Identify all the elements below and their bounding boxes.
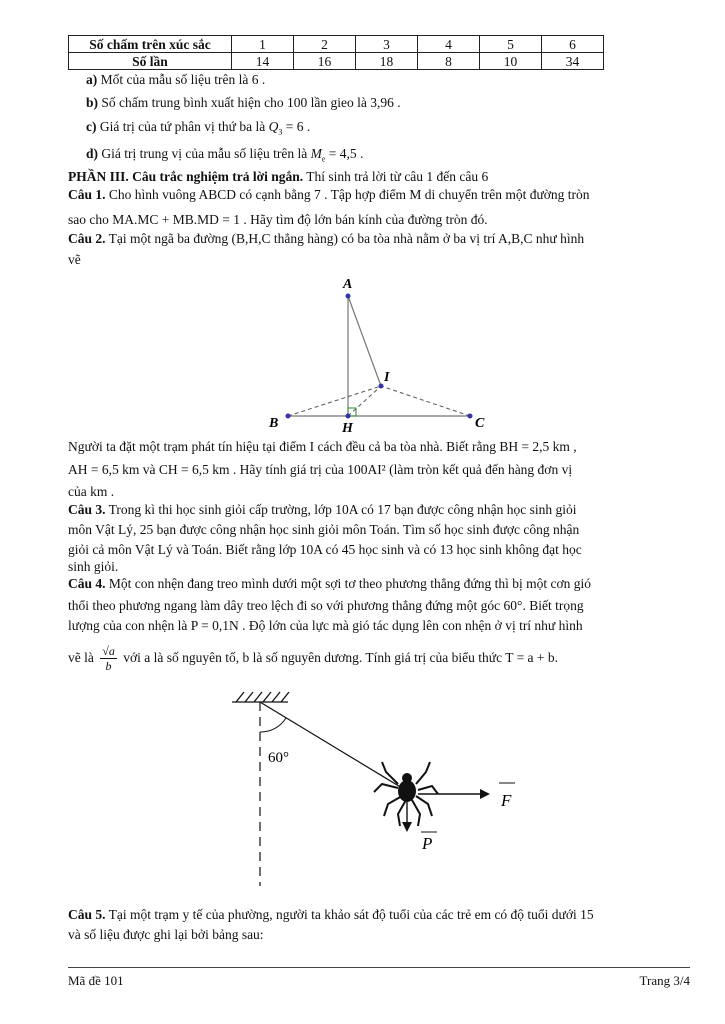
- table-cell: 4: [418, 36, 480, 53]
- table-cell: 18: [356, 53, 418, 70]
- label-i: I: [384, 370, 390, 385]
- question-4-line1: Câu 4. Một con nhện đang treo mình dưới một sợi tơ theo phương thẳng đứng thì bị một cơn gió: [68, 576, 591, 591]
- question-2-line4: AH = 6,5 km và CH = 6,5 km . Hãy tính giá trị của 100AI² (làm tròn kết quả đến hàng đơn vị: [68, 462, 573, 477]
- table-header-count: Số lần: [69, 53, 232, 70]
- question-5-line2: và số liệu được ghi lại bởi bảng sau:: [68, 927, 264, 942]
- item-d: d) Giá trị trung vị của mẫu số liệu trên là $M_e = 4,5$ .: [86, 146, 364, 164]
- part3-heading: PHẦN III. Câu trắc nghiệm trả lời ngắn. Thí sinh trả lời từ câu 1 đến câu 6: [68, 169, 489, 184]
- footer-divider: [68, 967, 690, 968]
- triangle-figure: [255, 272, 505, 437]
- question-4-line2: thổi theo phương ngang làm dây treo lệch đi so với phương thẳng đứng một góc 60°. Biết trọng: [68, 598, 584, 613]
- label-h: H: [342, 421, 353, 436]
- force-f-label: F: [501, 791, 512, 810]
- table-cell: 8: [418, 53, 480, 70]
- item-b: b) Số chấm trung bình xuất hiện cho 100 lần gieo là 3,96 .: [86, 95, 401, 110]
- question-2-line1: Câu 2. Tại một ngã ba đường (B,H,C thẳng hàng) có ba tòa nhà nằm ở ba vị trí A,B,C như hình: [68, 231, 585, 246]
- table-cell: 1: [232, 36, 294, 53]
- label-c: C: [475, 416, 485, 431]
- label-a: A: [343, 277, 353, 292]
- question-3-line4: sinh giỏi.: [68, 559, 119, 574]
- table-cell: 10: [480, 53, 542, 70]
- question-3-line3: giỏi cả môn Vật Lý và Toán. Biết rằng lớp 10A có 45 học sinh và có 13 học sinh không đạt học: [68, 542, 582, 557]
- question-1-line2: sao cho MA.MC + MB.MD = 1 . Hãy tìm độ lớn bán kính của đường tròn đó.: [68, 212, 488, 227]
- question-2-line5: của km .: [68, 484, 115, 499]
- table-cell: 5: [480, 36, 542, 53]
- item-c: c) Giá trị của tứ phân vị thứ ba là $Q_3 = 6$ .: [86, 119, 311, 137]
- force-p-label: P: [422, 834, 433, 853]
- table-cell: 14: [232, 53, 294, 70]
- question-1-line1: Câu 1. Cho hình vuông ABCD có cạnh bằng 7 . Tập hợp điểm M di chuyển trên một đường tròn: [68, 187, 590, 202]
- question-2-line2: vẽ: [68, 252, 81, 267]
- exam-code: Mã đề 101: [68, 973, 124, 988]
- angle-label: 60°: [268, 750, 289, 766]
- question-4-line4: vẽ là $\frac{√a}{b}$ với a là số nguyên tố, b là số nguyên dương. Tính giá trị của biểu thức T = a + b.: [68, 644, 559, 674]
- table-cell: 6: [542, 36, 604, 53]
- item-a: a) Mốt của mẫu số liệu trên là 6 .: [86, 72, 266, 87]
- label-b: B: [269, 416, 279, 431]
- table-cell: 3: [356, 36, 418, 53]
- page-number: Trang 3/4: [639, 973, 690, 988]
- table-cell: 2: [294, 36, 356, 53]
- table-header-dice: Số chấm trên xúc sắc: [69, 36, 232, 53]
- question-4-line3: lượng của con nhện là P = 0,1N . Độ lớn của lực mà gió tác dụng lên con nhện ở vị trí như hình: [68, 618, 583, 633]
- question-5-line1: Câu 5. Tại một trạm y tế của phường, người ta khảo sát độ tuổi của các trẻ em có độ tuổi dưới 15: [68, 907, 594, 922]
- question-2-line3: Người ta đặt một trạm phát tín hiệu tại điểm I cách đều cả ba tòa nhà. Biết rằng BH = 2,5 km ,: [68, 439, 577, 454]
- dice-frequency-table: [68, 35, 604, 70]
- fraction-sqrt-a-over-b: $\frac{√a}{b}$: [102, 644, 115, 674]
- spider-figure: [222, 688, 532, 893]
- question-3-line2: môn Vật Lý, 25 bạn được công nhận học sinh giỏi môn Toán. Tìm số học sinh được công nhận: [68, 522, 580, 537]
- question-3-line1: Câu 3. Trong kì thi học sinh giỏi cấp trường, lớp 10A có 17 bạn được công nhận học sinh giỏi: [68, 502, 577, 517]
- table-cell: 16: [294, 53, 356, 70]
- table-cell: 34: [542, 53, 604, 70]
